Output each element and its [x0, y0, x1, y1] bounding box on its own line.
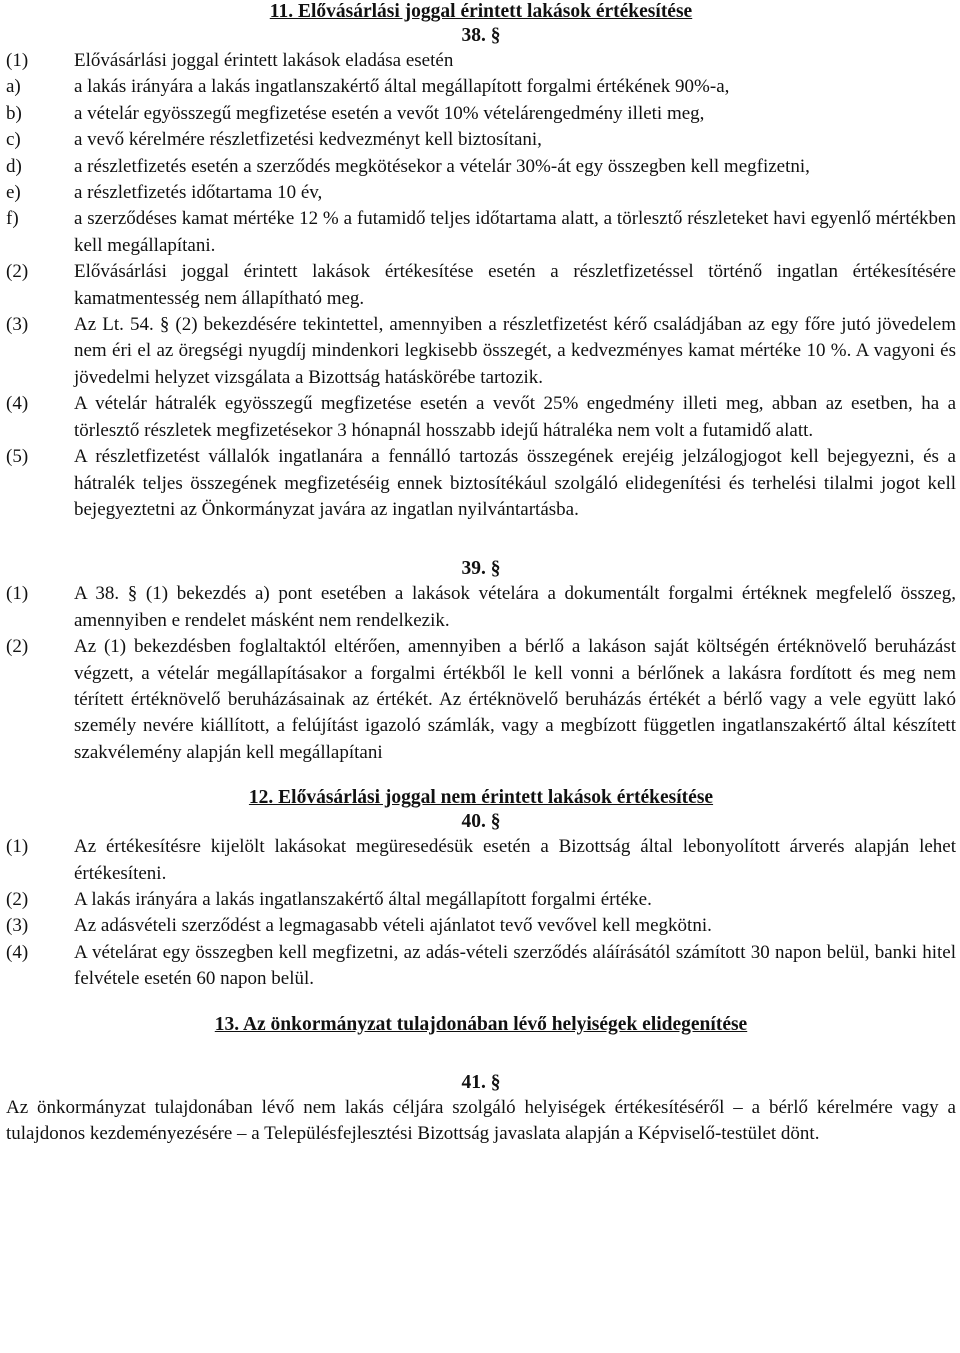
section-39-body — [6, 581, 956, 766]
point-38-d — [6, 154, 956, 180]
spacer — [6, 993, 956, 1013]
section-38-number: 38. § — [461, 25, 501, 46]
point-marker: e) — [6, 182, 21, 204]
paragraph-40-3 — [6, 913, 956, 939]
paragraph-text: Az (1) bekezdésben foglaltaktól eltérően, amennyiben a bérlő a lakáson saját költségén értéknövelő beruházást végzett, a vételár megállapításakor a forgalmi értékből le kell vonni a bérlőnek a lakásra fordított és meg nem térített értéknövelő beruházásainak az értékét. Az értéknövelő beruházás értékét a bérlő vagy a vele együtt lakó személy nevére kiállított, a felújítást igazoló számlák, vagy a megbízott független ingatlanszakértő által készített szakvélemény alapján kell megállapítani — [74, 636, 956, 763]
point-text: a lakás irányára a lakás ingatlanszakértő által megállapított forgalmi értékének 90%-a, — [74, 76, 730, 98]
point-38-e — [6, 180, 956, 206]
paragraph-text: A vételárat egy összegben kell megfizetni, az adás-vételi szerződés aláírásától számított 30 napon belül, banki hitel felvétele esetén 60 napon belül. — [74, 941, 956, 990]
point-marker: c) — [6, 129, 21, 151]
paragraph-marker: (1) — [6, 836, 29, 858]
point-marker: b) — [6, 102, 22, 124]
point-text: a szerződéses kamat mértéke 12 % a futamidő teljes időtartama alatt, a törlesztő részleteket havi egyenlő mértékben kell megállapítani. — [74, 208, 956, 256]
point-marker: f) — [6, 208, 19, 230]
paragraph-38-5 — [6, 444, 956, 523]
paragraph-text: Az értékesítésre kijelölt lakásokat megüresedésük esetén a Bizottság által lebonyolított árverés alapján lehet értékesíteni. — [74, 836, 956, 884]
paragraph-marker: (2) — [6, 888, 29, 910]
section-39-number: 39. § — [461, 558, 501, 580]
paragraph-marker: (2) — [6, 261, 29, 283]
spacer — [6, 523, 956, 557]
paragraph-marker: (1) — [6, 50, 29, 71]
paragraph-marker: (3) — [6, 314, 29, 336]
paragraph-marker: (2) — [6, 636, 29, 658]
paragraph-marker: (3) — [6, 915, 29, 937]
paragraph-40-4 — [6, 940, 956, 993]
section-40-number: 40. § — [461, 811, 501, 833]
section-41-text: Az önkormányzat tulajdonában lévő nem lakás céljára szolgáló helyiségek értékesítéséről – a bérlő kérelmére vagy a tulajdonos kezdeményezésére – a Településfejlesztési Bizottság javaslata alapján a Képviselő-testület dönt. — [6, 1096, 956, 1144]
paragraph-38-1 — [6, 48, 956, 74]
chapter-13-title: 13. Az önkormányzat tulajdonában lévő helyiségek elidegenítése — [214, 1013, 748, 1035]
paragraph-40-1 — [6, 834, 956, 887]
point-text: a vételár egyösszegű megfizetése esetén a vevőt 10% vételárengedmény illeti meg, — [74, 102, 705, 124]
point-38-b — [6, 101, 956, 127]
paragraph-39-1 — [6, 581, 956, 634]
point-text: a részletfizetés esetén a szerződés megkötésekor a vételár 30%-át egy összegben kell megfizetni, — [74, 155, 810, 177]
paragraph-marker: (4) — [6, 941, 29, 963]
paragraph-text: A 38. § (1) bekezdés a) pont esetében a lakások vételára a dokumentált forgalmi értéknek megfelelő összeg, amennyiben e rendelet másként nem rendelkezik. — [74, 583, 956, 631]
paragraph-text: Az Lt. 54. § (2) bekezdésére tekintettel, amennyiben a részletfizetést kérő családjában az egy főre jutó jövedelem nem éri el az öregségi nyugdíj mindenkori legkisebb összegét, a kedvezményes kamat mértéke 10 %. A vagyoni és jövedelmi helyzet vizsgálata a Bizottság hatáskörébe tartozik. — [74, 314, 956, 388]
spacer — [6, 766, 956, 786]
paragraph-38-4 — [6, 391, 956, 444]
point-text: a részletfizetés időtartama 10 év, — [74, 182, 323, 204]
paragraph-marker: (4) — [6, 393, 29, 415]
point-38-a — [6, 74, 956, 100]
chapter-11-title: 11. Elővásárlási joggal érintett lakások értékesítése — [269, 1, 693, 22]
paragraph-marker: (5) — [6, 446, 29, 468]
point-marker: a) — [6, 76, 21, 98]
paragraph-38-2 — [6, 259, 956, 312]
point-text: a vevő kérelmére részletfizetési kedvezményt kell biztosítani, — [74, 129, 542, 151]
paragraph-text: A lakás irányára a lakás ingatlanszakértő által megállapított forgalmi értéke. — [74, 888, 652, 910]
section-40-body — [6, 834, 956, 992]
paragraph-text: Az adásvételi szerződést a legmagasabb vételi ajánlatot tevő vevővel kell megkötni. — [74, 915, 712, 937]
paragraph-marker: (1) — [6, 583, 29, 605]
section-38-body — [6, 48, 956, 523]
point-38-f — [6, 206, 956, 259]
paragraph-text: Elővásárlási joggal érintett lakások értékesítése esetén a részletfizetéssel történő ingatlan értékesítésére kamatmentesség nem állapítható meg. — [74, 261, 956, 309]
paragraph-text: Elővásárlási joggal érintett lakások eladása esetén — [74, 50, 454, 71]
spacer — [6, 1037, 956, 1071]
paragraph-39-2 — [6, 634, 956, 766]
point-38-c — [6, 127, 956, 153]
paragraph-text: A vételár hátralék egyösszegű megfizetése esetén a vevőt 25% engedmény illeti meg, abban az esetben, ha a törlesztő részletek megfizetésekor 3 hónapnál hosszabb idejű hátraléka nem volt a futamidő alatt. — [74, 393, 956, 441]
point-marker: d) — [6, 155, 22, 177]
section-41-number: 41. § — [461, 1071, 501, 1093]
paragraph-text: A részletfizetést vállalók ingatlanára a fennálló tartozás összegének erejéig jelzálogjogot kell bejegyezni, és a hátralék teljes összegének megfizetéséig ennek biztosítékául szolgáló elidegenítési és terhelési tilalmi jogot kell bejegyeztetni az Önkormányzat javára az ingatlan nyilvántartásba. — [74, 446, 956, 520]
paragraph-40-2 — [6, 887, 956, 913]
chapter-12-title: 12. Elővásárlási joggal nem érintett lakások értékesítése — [248, 787, 714, 809]
paragraph-38-3 — [6, 312, 956, 391]
